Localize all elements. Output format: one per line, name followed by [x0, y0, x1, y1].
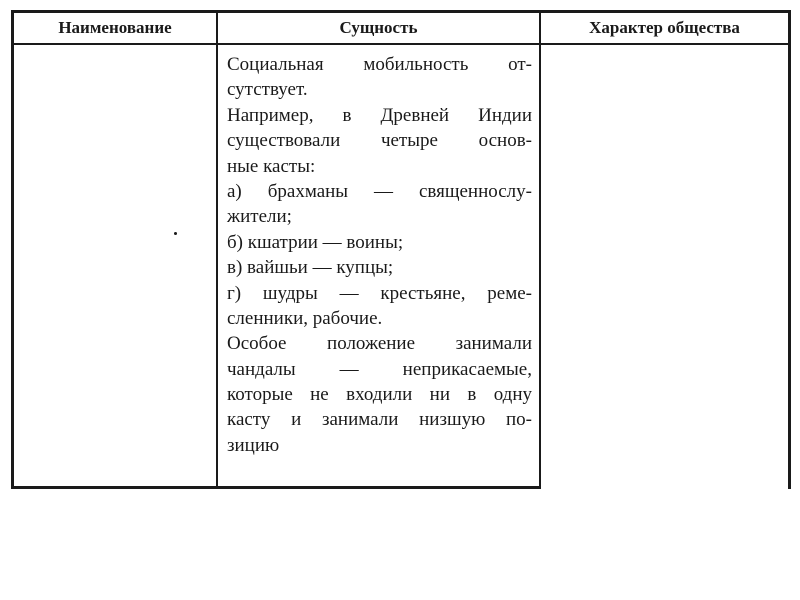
- essence-line: Социальная мобильность от-: [227, 54, 532, 75]
- column-divider-2: [539, 10, 541, 489]
- essence-line: сутствует.: [227, 79, 308, 101]
- essence-line: жители;: [227, 206, 292, 228]
- essence-line: ные касты:: [227, 155, 316, 177]
- essence-line: Особое положение занимали: [227, 333, 532, 355]
- column-divider-1: [216, 10, 218, 489]
- essence-line: сленники, рабочие.: [227, 307, 383, 329]
- essence-line: которые не входили ни в одну: [227, 384, 532, 406]
- essence-line: в) вайшьи — купцы;: [227, 257, 394, 279]
- table-bottom-border: [11, 486, 541, 489]
- stray-dot-mark: [174, 232, 177, 235]
- essence-line: г) шудры — крестьяне, реме-: [227, 282, 532, 304]
- essence-line: а) брахманы — священнослу-: [227, 180, 532, 202]
- essence-line: зицию: [227, 434, 280, 456]
- column-header-essence: Сущность: [339, 18, 418, 37]
- essence-line: касту и занимали низшую по-: [227, 409, 532, 431]
- essence-line: существовали четыре основ-: [227, 130, 532, 152]
- column-header-name: Наименование: [58, 18, 172, 37]
- essence-line: чандалы — неприкасаемые,: [227, 358, 532, 380]
- essence-line: б) кшатрии — воины;: [227, 231, 404, 253]
- table-right-border: [788, 10, 791, 489]
- header-bottom-border: [11, 43, 791, 45]
- essence-line: Например, в Древней Индии: [227, 104, 532, 126]
- table-left-border: [11, 10, 14, 489]
- essence-cell-text: [227, 52, 532, 458]
- column-header-character: Характер общества: [589, 18, 740, 37]
